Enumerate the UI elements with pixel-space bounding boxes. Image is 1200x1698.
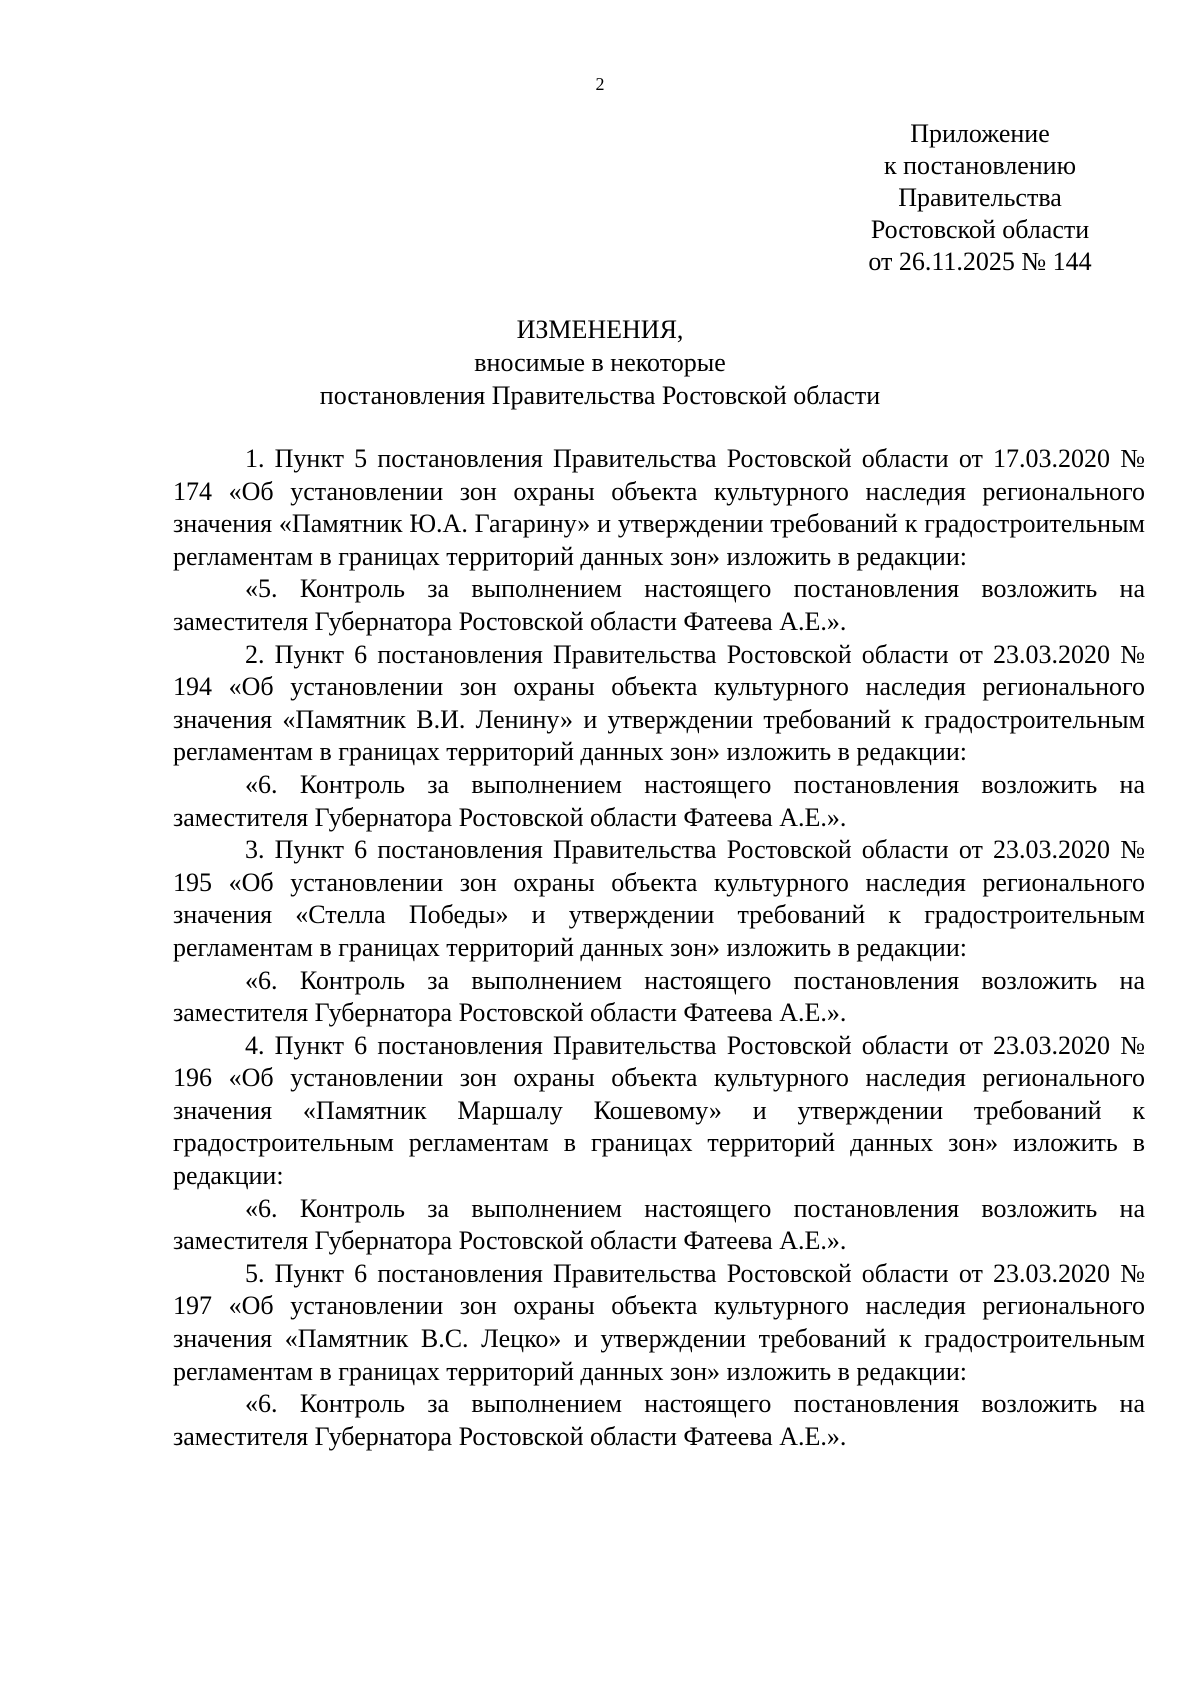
paragraph-quote: «6. Контроль за выполнением настоящего постановления возложить на заместителя Губернатора Ростовской области Фатеева А.Е.».	[173, 1193, 1145, 1256]
appendix-line: Правительства	[898, 183, 1062, 212]
page-number: 2	[595, 74, 605, 94]
appendix-header	[830, 118, 1130, 278]
paragraph-quote: «6. Контроль за выполнением настоящего постановления возложить на заместителя Губернатора Ростовской области Фатеева А.Е.».	[173, 965, 1145, 1028]
paragraph-amendment-3: 3. Пункт 6 постановления Правительства Ростовской области от 23.03.2020 № 195 «Об установлении зон охраны объекта культурного наследия регионального значения «Стелла Победы» и утверждении требований к градостроительным регламентам в границах территорий данных зон» изложить в редакции:	[173, 835, 1145, 962]
paragraph-quote: «6. Контроль за выполнением настоящего постановления возложить на заместителя Губернатора Ростовской области Фатеева А.Е.».	[173, 1389, 1145, 1451]
document-title	[0, 313, 1200, 412]
document-body	[173, 443, 1145, 1453]
title-subtitle: постановления Правительства Ростовской области	[319, 381, 881, 410]
paragraph-amendment-5: 5. Пункт 6 постановления Правительства Ростовской области от 23.03.2020 № 197 «Об установлении зон охраны объекта культурного наследия регионального значения «Памятник В.С. Лецко» и утверждении требований к градостроительным регламентам в границах территорий данных зон» изложить в редакции:	[173, 1258, 1145, 1386]
paragraph-quote: «5. Контроль за выполнением настоящего постановления возложить на заместителя Губернатора Ростовской области Фатеева А.Е.».	[173, 574, 1145, 636]
paragraph-amendment-1: 1. Пункт 5 постановления Правительства Ростовской области от 17.03.2020 № 174 «Об установлении зон охраны объекта культурного наследия регионального значения «Памятник Ю.А. Гагарину» и утверждении требований к градостроительным регламентам в границах территорий данных зон» изложить в редакции:	[173, 444, 1145, 571]
title-main: ИЗМЕНЕНИЯ,	[516, 315, 684, 344]
paragraph-amendment-4: 4. Пункт 6 постановления Правительства Ростовской области от 23.03.2020 № 196 «Об установлении зон охраны объекта культурного наследия регионального значения «Памятник Маршалу Кошевому» и утверждении требований к градостроительным регламентам в границах территорий данных зон» изложить в редакции:	[173, 1030, 1145, 1191]
paragraph-quote: «6. Контроль за выполнением настоящего постановления возложить на заместителя Губернатора Ростовской области Фатеева А.Е.».	[173, 769, 1145, 832]
appendix-line: Ростовской области	[870, 215, 1090, 244]
appendix-line: Приложение	[910, 119, 1050, 148]
appendix-line: к постановлению	[883, 151, 1077, 180]
title-subtitle: вносимые в некоторые	[474, 348, 726, 377]
paragraph-amendment-2: 2. Пункт 6 постановления Правительства Ростовской области от 23.03.2020 № 194 «Об установлении зон охраны объекта культурного наследия регионального значения «Памятник В.И. Ленину» и утверждении требований к градостроительным регламентам в границах территорий данных зон» изложить в редакции:	[173, 639, 1145, 767]
appendix-line: от 26.11.2025 № 144	[868, 247, 1092, 276]
